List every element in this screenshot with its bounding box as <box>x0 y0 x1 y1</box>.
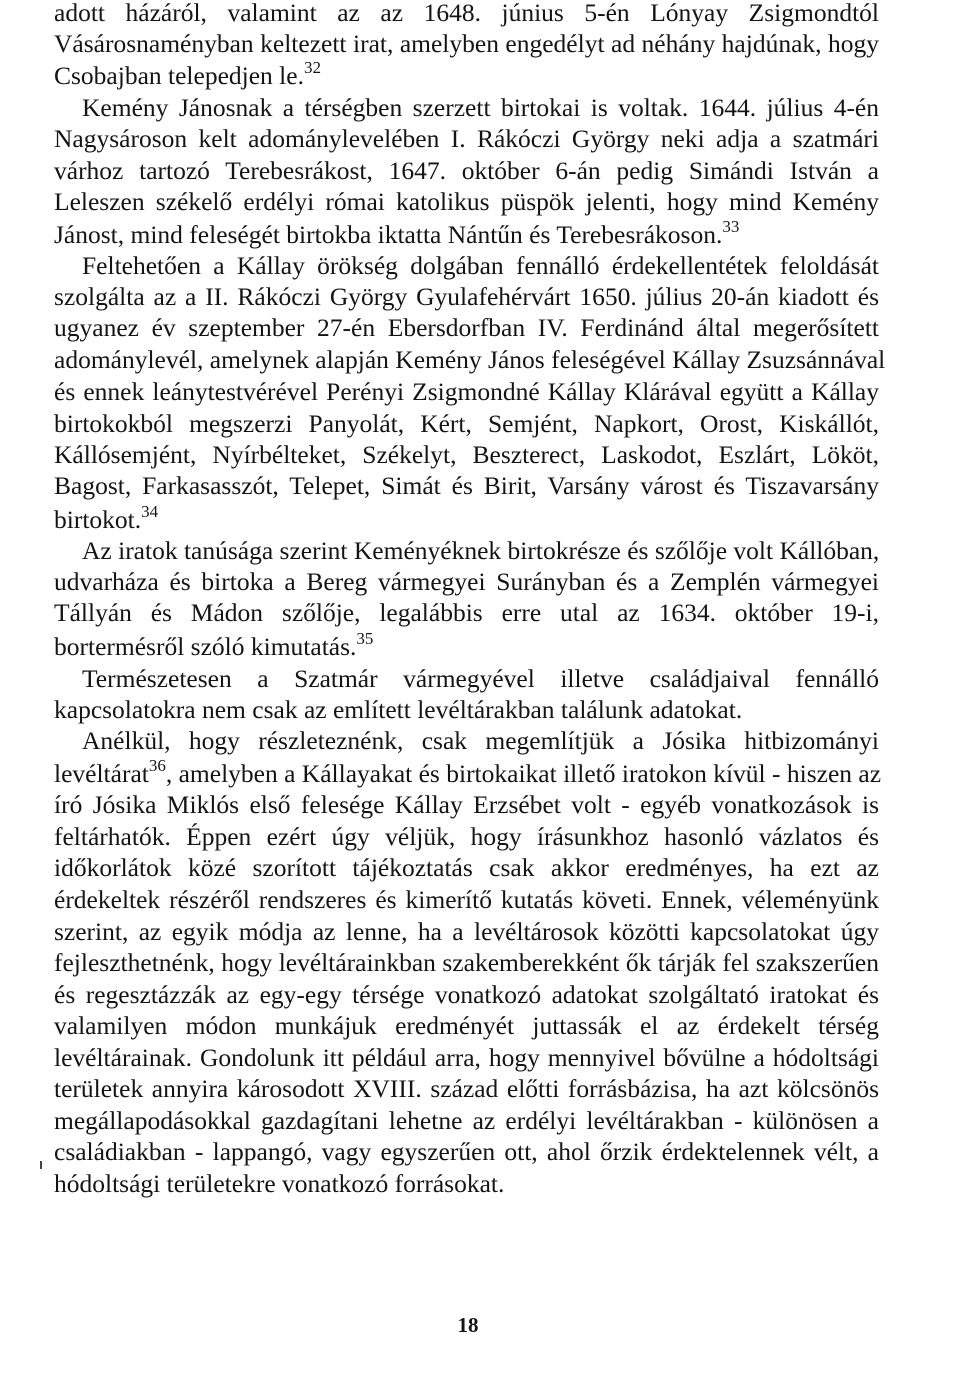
text-line: adománylevél, amelynek alapján Kemény János feleségével Kállay Zsuzsánnával <box>54 345 886 374</box>
text-line: területek annyira károsodott XVIII. század előtti forrásbázisa, ha azt kölcsönös <box>54 1074 879 1103</box>
text-line: megállapodásokkal gazdagítani lehetne az erdélyi levéltárakban - különösen a <box>54 1106 879 1135</box>
text-line: kapcsolatokra nem csak az említett levéltárakban találunk adatokat. <box>54 695 743 724</box>
text-line: Vásárosnaményban keltezett irat, amelyben engedélyt ad néhány hajdúnak, hogy <box>54 29 879 58</box>
text-line: és ennek leánytestvérével Perényi Zsigmondné Kállay Klárával együtt a Kállay <box>54 377 879 406</box>
text-line: Bagost, Farkasasszót, Telepet, Simát és Birit, Varsány várost és Tiszavarsány <box>54 471 879 500</box>
text-line: levéltárainak. Gondolunk itt például arra, hogy mennyivel bővülne a hódoltsági <box>54 1043 879 1072</box>
footnote-ref: 35 <box>356 628 374 648</box>
page-number: 18 <box>457 1313 479 1337</box>
footnote-ref: 33 <box>722 216 740 236</box>
text-line: birtokokból megszerzi Panyolát, Kért, Semjént, Napkort, Orost, Kiskállót, <box>54 409 879 438</box>
text-line: bortermésről szóló kimutatás.$^{35}$ <box>54 628 374 661</box>
text-line: birtokot.$^{34}$ <box>54 501 159 534</box>
text-line: Csobajban telepedjen le.$^{32}$ <box>54 57 321 90</box>
text-line: családiakban - lappangó, vagy egyszerűen ott, ahol őrzik érdektelennek vélt, a <box>54 1137 879 1166</box>
text-line: Leleszen székelő erdélyi római katolikus püspök jelenti, hogy mind Kemény <box>54 187 879 216</box>
text-line: udvarháza és birtoka a Bereg vármegyei Surányban és a Zemplén vármegyei <box>54 567 879 596</box>
text-line: levéltárat$^{36}$, amelyben a Kállayakat és birtokaikat illető iratokon kívül - hiszen az <box>54 755 882 788</box>
footnote-ref: 34 <box>141 501 159 521</box>
text-line: Természetesen a Szatmár vármegyével illetve családjaival fennálló <box>82 664 879 693</box>
text-line: várhoz tartozó Terebesrákost, 1647. október 6-án pedig Simándi István a <box>54 156 879 185</box>
text-line: Kállósemjént, Nyírbélteket, Székelyt, Beszterect, Laskodot, Eszlárt, Lököt, <box>54 440 879 469</box>
text-line: Tállyán és Mádon szőlője, legalábbis erre utal az 1634. október 19-i, <box>54 598 879 627</box>
scan-speck <box>40 1161 42 1169</box>
text-line: és regesztázzák az egy-egy térsége vonatkozó adatokat szolgáltató iratokat és <box>54 980 879 1009</box>
text-line: Jánost, mind feleségét birtokba iktatta Nántűn és Terebesrákoson.$^{33}$ <box>54 216 740 249</box>
text-line: időkorlátok közé szorított tájékoztatás csak akkor eredményes, ha ezt az <box>54 853 879 882</box>
text-line: író Jósika Miklós első felesége Kállay Erzsébet volt - egyéb vonatkozások is <box>54 790 879 819</box>
text-line: érdekeltek részéről rendszeres és kimerítő kutatás követi. Ennek, véleményünk <box>54 885 879 914</box>
footnote-ref: 36 <box>148 755 166 775</box>
text-line: Az iratok tanúsága szerint Keményéknek birtokrésze és szőlője volt Kállóban, <box>82 536 880 565</box>
text-line: Nagysároson kelt adománylevelében I. Rákóczi György neki adja a szatmári <box>54 124 879 153</box>
text-line: Feltehetően a Kállay örökség dolgában fennálló érdekellentétek feloldását <box>82 251 879 280</box>
text-line: adott házáról, valamint az az 1648. június 5-én Lónyay Zsigmondtól <box>54 0 879 27</box>
text-line: ugyanez év szeptember 27-én Ebersdorfban IV. Ferdinánd által megerősített <box>54 313 879 342</box>
text-line: feltárhatók. Éppen ezért úgy véljük, hogy írásunkhoz hasonló vázlatos és <box>54 822 879 851</box>
text-line: valamilyen módon munkájuk eredményét juttassák el az érdekelt térség <box>54 1011 879 1040</box>
text-line: szerint, az egyik módja az lenne, ha a levéltárosok közötti kapcsolatokat úgy <box>54 917 879 946</box>
text-line: szolgálta az a II. Rákóczi György Gyulafehérvárt 1650. július 20-án kiadott és <box>54 282 879 311</box>
text-line: Anélkül, hogy részleteznénk, csak megemlítjük a Jósika hitbizományi <box>82 726 879 755</box>
text-line: Kemény Jánosnak a térségben szerzett birtokai is voltak. 1644. július 4-én <box>82 93 879 122</box>
footnote-ref: 32 <box>303 57 321 77</box>
text-line: fejleszthetnénk, hogy levéltárainkban szakemberekként ők tárják fel szakszerűen <box>54 948 879 977</box>
text-line: hódoltsági területekre vonatkozó forrásokat. <box>54 1169 505 1198</box>
